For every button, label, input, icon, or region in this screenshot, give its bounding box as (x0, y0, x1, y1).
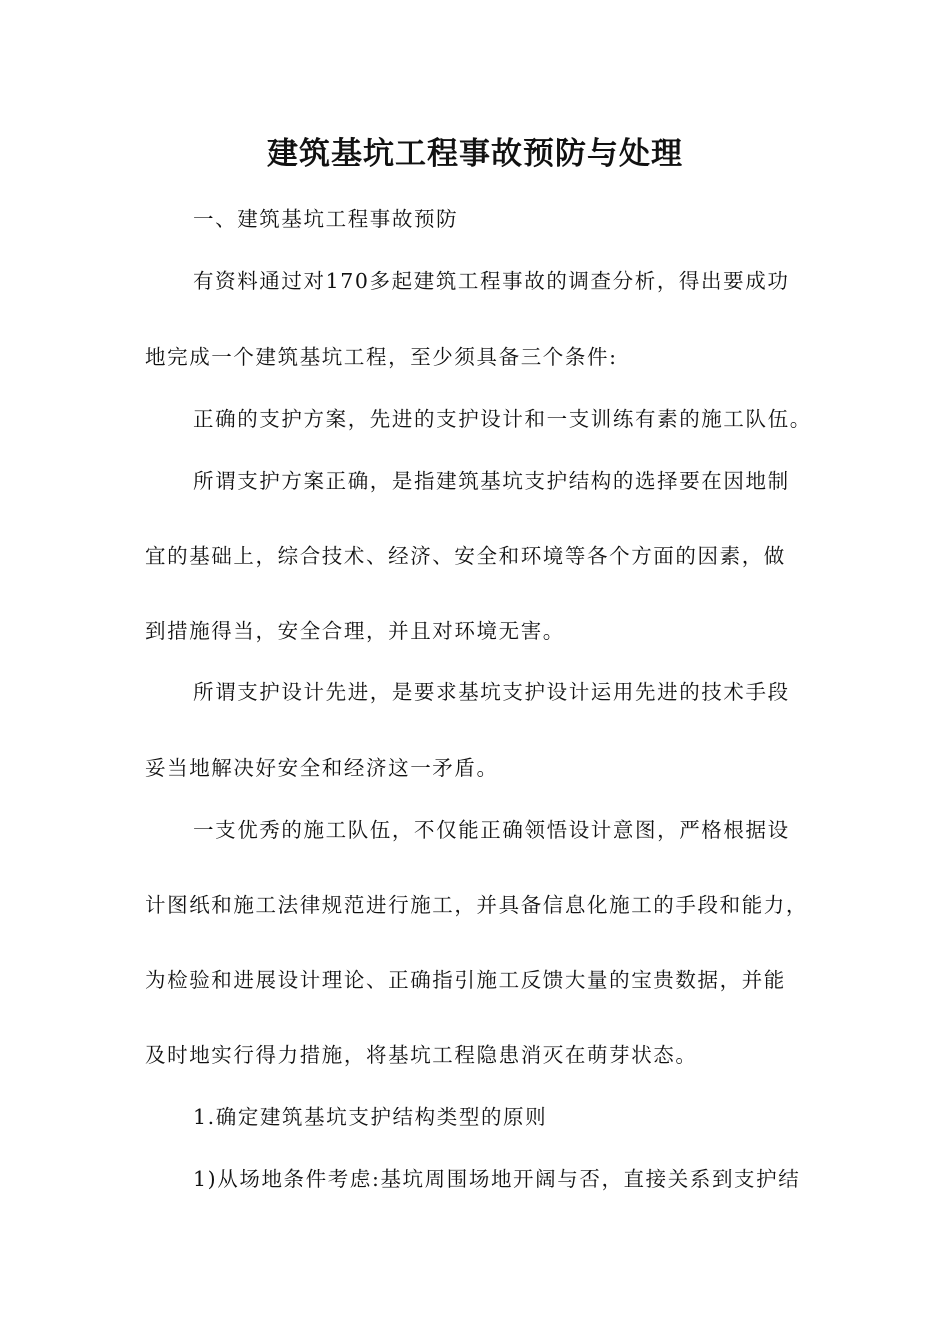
subsection-heading: 1.确定建筑基坑支护结构类型的原则 (193, 1105, 548, 1129)
paragraph-line: 所谓支护设计先进，是要求基坑支护设计运用先进的技术手段 (193, 680, 790, 704)
paragraph-line: 一支优秀的施工队伍，不仅能正确领悟设计意图，严格根据设 (193, 818, 790, 842)
paragraph-line: 妥当地解决好安全和经济这一矛盾。 (145, 756, 499, 780)
paragraph-line: 地完成一个建筑基坑工程，至少须具备三个条件: (145, 345, 618, 369)
paragraph-line: 1)从场地条件考虑:基坑周围场地开阔与否，直接关系到支护结 (193, 1167, 801, 1191)
paragraph-line: 及时地实行得力措施，将基坑工程隐患消灭在萌芽状态。 (145, 1043, 698, 1067)
paragraph-line: 所谓支护方案正确，是指建筑基坑支护结构的选择要在因地制 (193, 469, 790, 493)
paragraph-line: 到措施得当，安全合理，并且对环境无害。 (145, 619, 565, 643)
paragraph-line: 计图纸和施工法律规范进行施工，并具备信息化施工的手段和能力， (145, 893, 808, 917)
paragraph-line: 正确的支护方案，先进的支护设计和一支训练有素的施工队伍。 (193, 407, 812, 431)
paragraph-line: 宜的基础上，综合技术、经济、安全和环境等各个方面的因素，做 (145, 544, 786, 568)
document-title: 建筑基坑工程事故预防与处理 (267, 136, 683, 172)
paragraph-line: 有资料通过对170多起建筑工程事故的调查分析，得出要成功 (193, 269, 790, 293)
paragraph-line: 为检验和进展设计理论、正确指引施工反馈大量的宝贵数据，并能 (145, 968, 786, 992)
section-heading: 一、建筑基坑工程事故预防 (193, 207, 459, 231)
